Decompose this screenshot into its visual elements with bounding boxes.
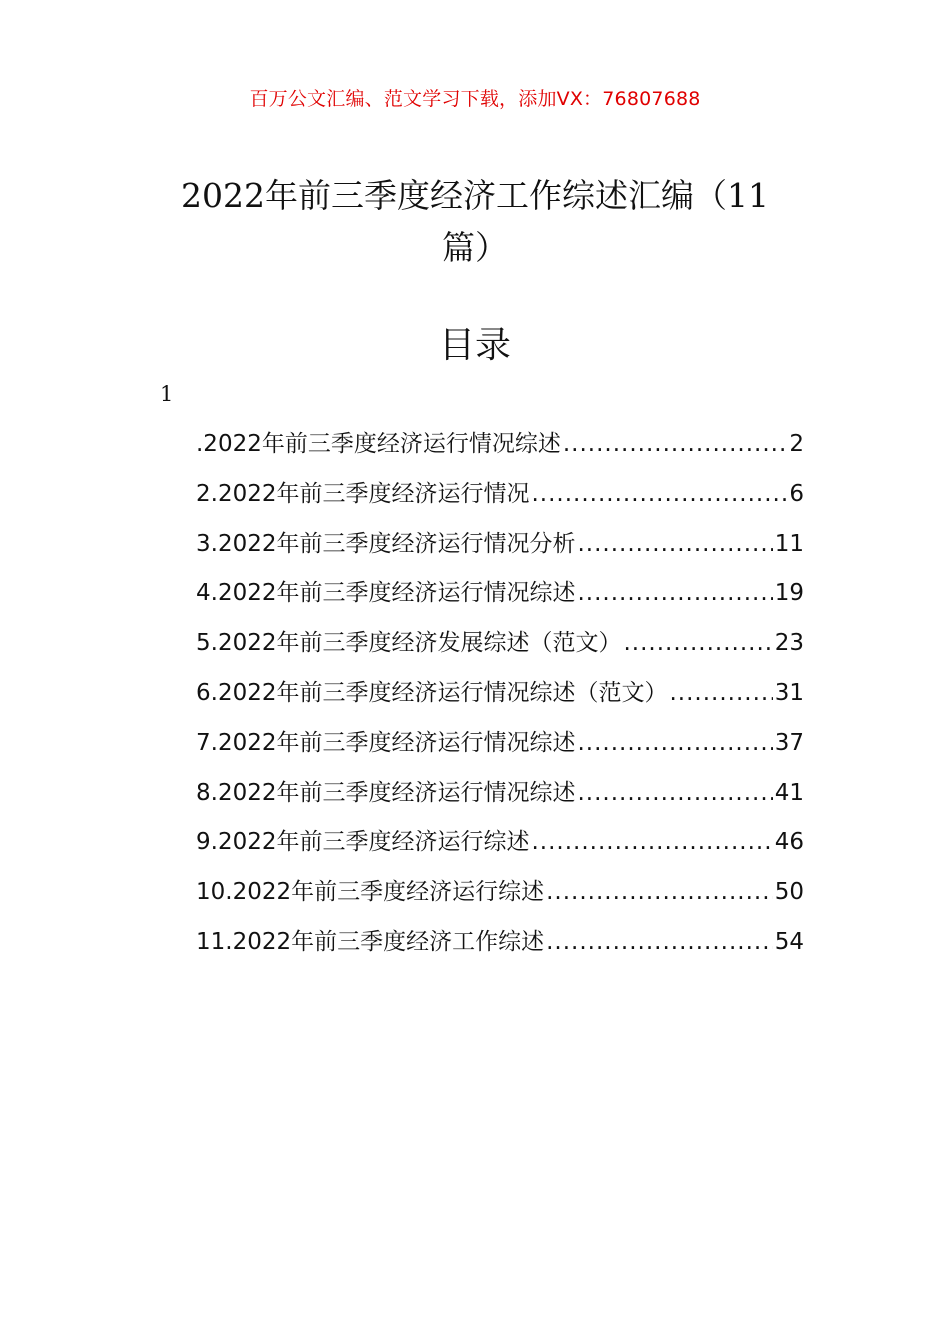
toc-item-title: .2022年前三季度经济运行情况综述: [196, 431, 561, 457]
title-suffix: 篇）: [442, 228, 508, 267]
toc-item-page: 31: [774, 679, 804, 706]
toc-item-title: 2.2022年前三季度经济运行情况: [196, 480, 530, 507]
toc-item-title: 5.2022年前三季度经济发展综述（范文）: [196, 630, 622, 657]
toc-item[interactable]: [196, 571, 804, 621]
toc-dot-leader: [577, 771, 772, 815]
toc-item-title: 4.2022年前三季度经济运行情况综述: [196, 580, 576, 607]
toc-dot-leader: [531, 820, 772, 864]
toc-item[interactable]: [196, 472, 804, 522]
toc-item[interactable]: [196, 771, 804, 821]
toc-dot-leader: [577, 721, 772, 765]
toc-item-page: 46: [774, 829, 804, 856]
toc-dot-leader: [563, 422, 788, 466]
toc-dot-leader: [546, 870, 773, 914]
toc-item-title: 6.2022年前三季度经济运行情况综述（范文）: [196, 679, 668, 706]
toc-dot-leader: [669, 671, 772, 715]
toc-item-page: 37: [774, 729, 804, 756]
toc-dot-leader: [623, 621, 772, 665]
toc-item-page: 54: [774, 928, 804, 955]
document-title: [150, 170, 800, 274]
toc-item-page: 19: [774, 580, 804, 607]
toc-item-title: 8.2022年前三季度经济运行情况综述: [196, 779, 576, 806]
title-year: 2022: [181, 176, 265, 215]
toc-item-page: 11: [774, 530, 804, 557]
toc-item[interactable]: [196, 870, 804, 920]
toc-item[interactable]: [196, 671, 804, 721]
toc-item[interactable]: [196, 820, 804, 870]
toc-item-page: 50: [774, 879, 804, 906]
toc-dot-leader: [531, 472, 787, 516]
table-of-contents: [196, 422, 804, 970]
toc-item-title: 10.2022年前三季度经济运行综述: [196, 879, 545, 906]
toc-dot-leader: [577, 522, 772, 566]
header-note: 百万公文汇编、范文学习下载，添加VX：76807688: [249, 88, 701, 110]
toc-heading: 目录: [438, 325, 511, 366]
toc-dot-leader: [577, 571, 772, 615]
title-text: 年前三季度经济工作综述汇编（: [264, 176, 727, 215]
toc-item-page: 23: [774, 630, 804, 657]
toc-dot-leader: [546, 920, 773, 964]
toc-item[interactable]: [196, 721, 804, 771]
toc-item-title: 9.2022年前三季度经济运行综述: [196, 829, 530, 856]
toc-item[interactable]: [196, 522, 804, 572]
toc-item-page: 6: [789, 480, 804, 507]
stray-number: 1: [160, 382, 174, 406]
toc-item[interactable]: [196, 920, 804, 970]
toc-item[interactable]: [196, 621, 804, 671]
toc-item-title: 11.2022年前三季度经济工作综述: [196, 928, 545, 955]
toc-item-title: 7.2022年前三季度经济运行情况综述: [196, 729, 576, 756]
toc-item[interactable]: [196, 422, 804, 472]
toc-item-page: 2: [789, 431, 804, 457]
title-count: 11: [726, 176, 769, 215]
toc-item-title: 3.2022年前三季度经济运行情况分析: [196, 530, 576, 557]
toc-item-page: 41: [774, 779, 804, 806]
